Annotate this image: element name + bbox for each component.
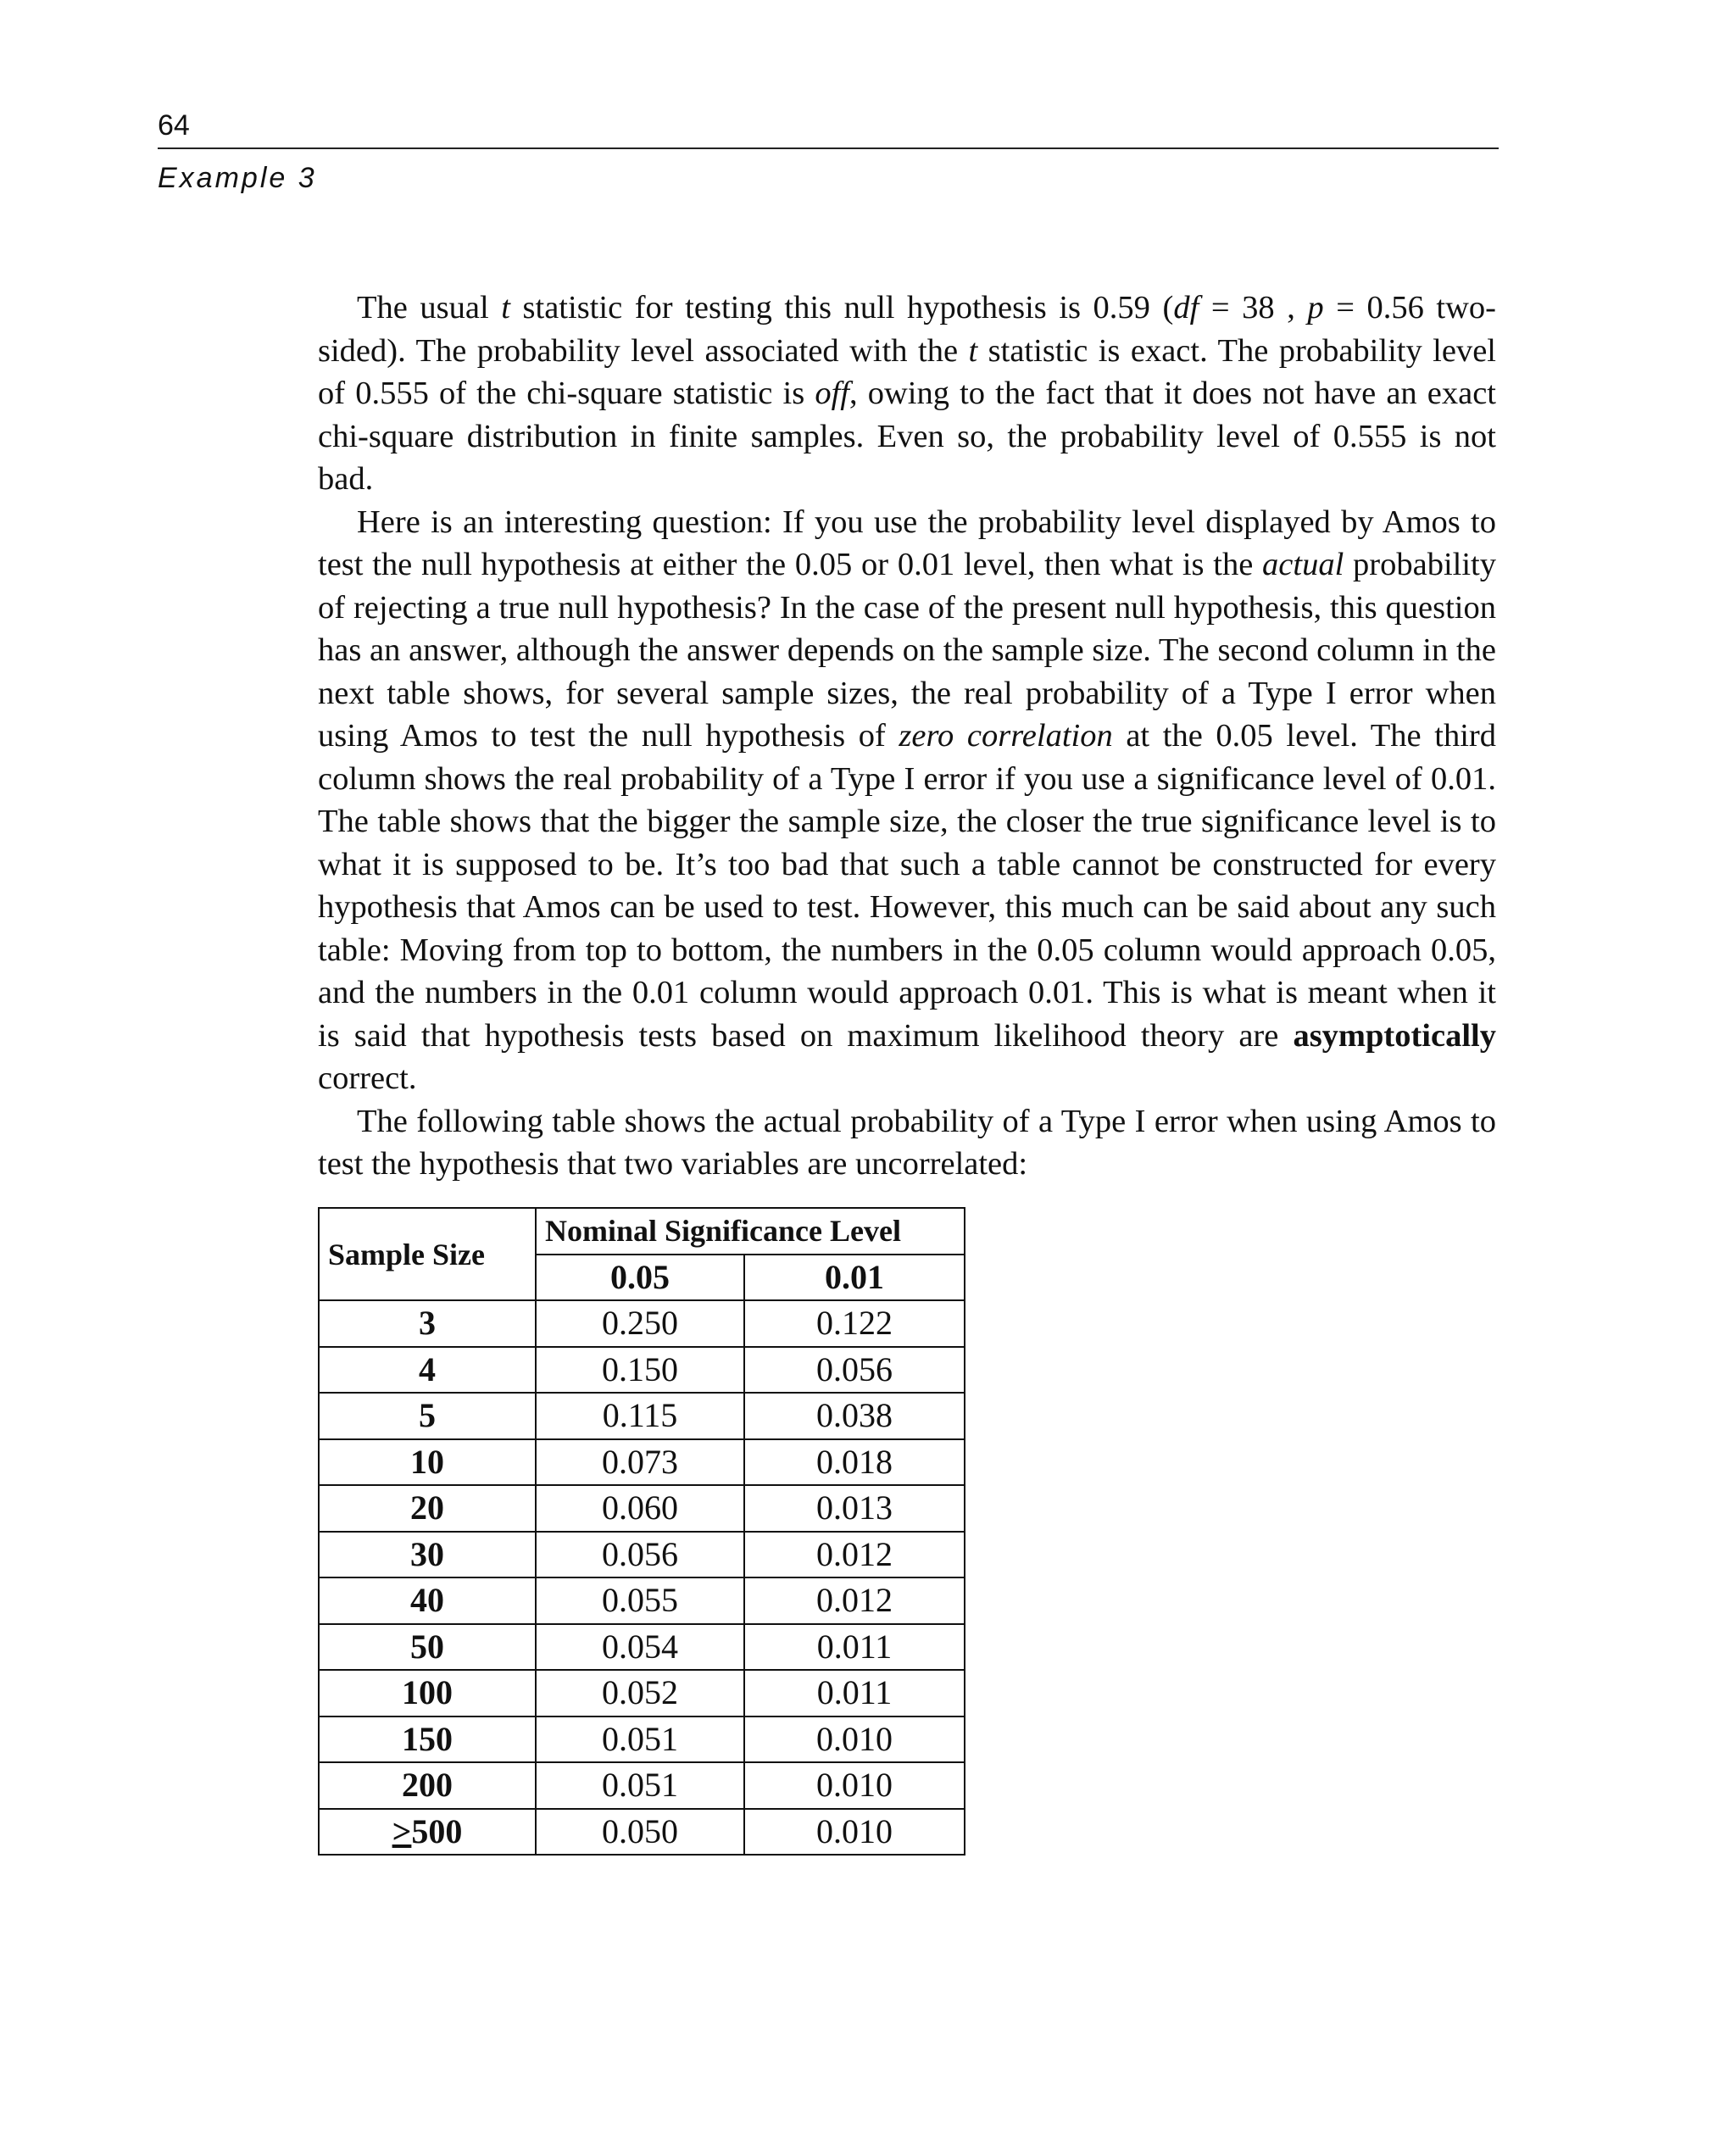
prob-01-cell: 0.011	[744, 1670, 965, 1716]
paragraph-3: The following table shows the actual probability of a Type I error when using Amos to test the hypothesis that two variables are uncorrelated:	[318, 1103, 1496, 1182]
table-row	[319, 1670, 965, 1716]
prob-01-cell: 0.012	[744, 1532, 965, 1578]
sample-size-cell	[319, 1809, 536, 1856]
text-span: correct.	[318, 1060, 417, 1096]
significance-table	[318, 1207, 965, 1856]
prob-05-cell: 0.050	[536, 1809, 744, 1856]
prob-01-cell: 0.011	[744, 1624, 965, 1671]
table-row	[319, 1393, 965, 1439]
sample-size-cell: 3	[319, 1300, 536, 1347]
prob-05-cell: 0.150	[536, 1347, 744, 1394]
greater-equal-symbol: >	[392, 1811, 412, 1850]
table-row	[319, 1624, 965, 1671]
bold-asymptotically: asymptotically	[1293, 1017, 1496, 1054]
t-symbol: t	[968, 332, 978, 369]
table-row	[319, 1347, 965, 1394]
prob-05-cell: 0.054	[536, 1624, 744, 1671]
text-span: = 0.56 two-sided). The probability level associated with the	[318, 290, 1496, 369]
nominal-level-header: Nominal Significance Level	[536, 1208, 965, 1255]
sample-size-cell: 4	[319, 1347, 536, 1394]
table-row	[319, 1485, 965, 1532]
table-row	[319, 1532, 965, 1578]
sample-size-cell: 150	[319, 1716, 536, 1763]
chapter-title: Example 3	[158, 162, 317, 194]
table-row	[319, 1716, 965, 1763]
prob-05-cell: 0.052	[536, 1670, 744, 1716]
text-span: statistic is exact. The probability level of 0.555 of the chi-square statistic is	[318, 332, 1496, 411]
emphasis-off: off	[815, 376, 849, 411]
text-span: probability of rejecting a true null hypothesis? In the case of the present null hypothesis, this question has an answer, although the answer depends on the sample size. The second column in the next table shows, for several sample sizes, the real probability of a Type I error when using Amos to test the null hypothesis of	[318, 547, 1496, 754]
sample-size-header: Sample Size	[319, 1208, 536, 1300]
text-span: The usual	[357, 290, 502, 325]
sample-size-cell: 10	[319, 1439, 536, 1486]
emphasis-zero-correlation: zero correlation	[899, 718, 1113, 754]
table-row	[319, 1300, 965, 1347]
page-number: 64	[158, 109, 190, 142]
p-symbol: p	[1307, 290, 1324, 325]
text-span: , owing to the fact that it does not have an exact chi-square distribution in finite samples. Even so, the probability level of 0.555 is not bad.	[318, 376, 1496, 497]
table-row	[319, 1762, 965, 1809]
sample-size-cell: 200	[319, 1762, 536, 1809]
prob-01-cell: 0.056	[744, 1347, 965, 1394]
emphasis-actual: actual	[1262, 547, 1344, 582]
header-rule	[158, 147, 1499, 149]
df-symbol: df	[1173, 290, 1199, 325]
prob-05-cell: 0.250	[536, 1300, 744, 1347]
sample-size-value: 500	[411, 1811, 463, 1850]
sample-size-cell: 5	[319, 1393, 536, 1439]
prob-05-cell: 0.056	[536, 1532, 744, 1578]
table-row	[319, 1577, 965, 1624]
prob-05-cell: 0.073	[536, 1439, 744, 1486]
sample-size-cell: 40	[319, 1577, 536, 1624]
text-span: = 38 ,	[1199, 290, 1308, 325]
paragraph-2	[318, 501, 1496, 1100]
prob-01-cell: 0.010	[744, 1762, 965, 1809]
prob-05-cell: 0.051	[536, 1762, 744, 1809]
body-text	[318, 287, 1496, 1186]
sample-size-cell: 20	[319, 1485, 536, 1532]
text-span: statistic for testing this null hypothesis is 0.59 (	[509, 290, 1174, 325]
table-row	[319, 1439, 965, 1486]
sample-size-cell: 50	[319, 1624, 536, 1671]
table-header-row	[319, 1208, 965, 1255]
level-01-header: 0.01	[744, 1255, 965, 1301]
prob-01-cell: 0.012	[744, 1577, 965, 1624]
prob-01-cell: 0.122	[744, 1300, 965, 1347]
t-symbol: t	[501, 290, 510, 325]
text-span: at the 0.05 level. The third column shows the real probability of a Type I error if you use a significance level of 0.01. The table shows that the bigger the sample size, the closer the true significance level is to what it is supposed to be. It’s too bad that such a table cannot be constructed for every hypothesis that Amos can be used to test. However, this much can be said about any such table: Moving from top to bottom, the numbers in the 0.05 column would approach 0.05, and the numbers in the 0.01 column would approach 0.01. This is what is meant when it is said that hypothesis tests based on maximum likelihood theory are	[318, 718, 1496, 1054]
prob-01-cell: 0.010	[744, 1716, 965, 1763]
sample-size-cell: 30	[319, 1532, 536, 1578]
prob-01-cell: 0.038	[744, 1393, 965, 1439]
prob-05-cell: 0.051	[536, 1716, 744, 1763]
running-header	[158, 108, 1499, 195]
level-05-header: 0.05	[536, 1255, 744, 1301]
prob-01-cell: 0.013	[744, 1485, 965, 1532]
table-row	[319, 1809, 965, 1856]
prob-05-cell: 0.055	[536, 1577, 744, 1624]
prob-01-cell: 0.010	[744, 1809, 965, 1856]
prob-05-cell: 0.115	[536, 1393, 744, 1439]
prob-01-cell: 0.018	[744, 1439, 965, 1486]
sample-size-cell: 100	[319, 1670, 536, 1716]
paragraph-1	[318, 287, 1496, 501]
text-span: Here is an interesting question: If you use the probability level displayed by Amos to test the null hypothesis at either the 0.05 or 0.01 level, then what is the	[318, 504, 1496, 582]
prob-05-cell: 0.060	[536, 1485, 744, 1532]
